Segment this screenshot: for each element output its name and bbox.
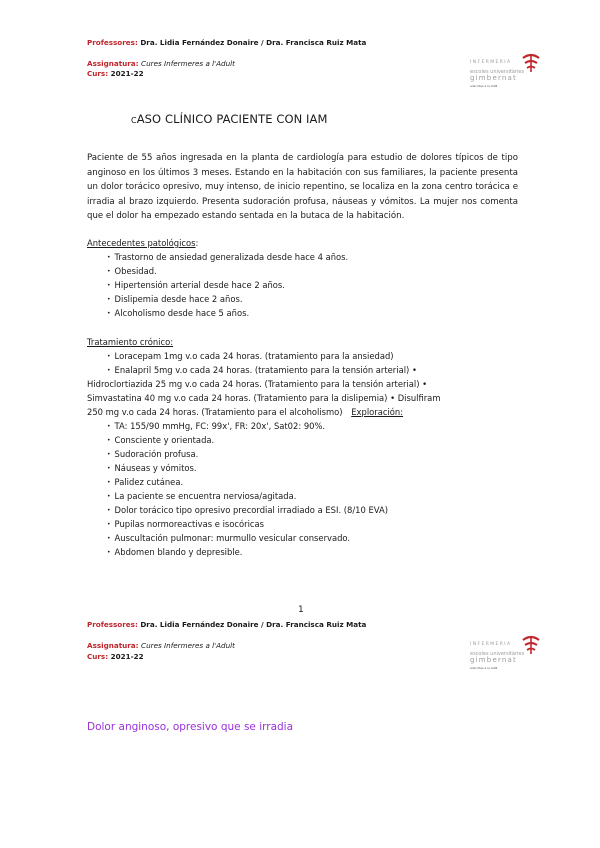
page-number: 1 — [298, 605, 304, 615]
antecedentes-title: Antecedentes patológicos — [87, 238, 196, 248]
header-professors — [87, 38, 366, 47]
treatment-line: Simvastatina 40 mg v.o cada 24 horas. (Tratamiento para la dislipemia) • Disulfiram — [87, 393, 441, 403]
professors-label: Professores: — [87, 620, 138, 629]
course-value: 2021-22 — [110, 652, 144, 661]
list-item: • TA: 155/90 mmHg, FC: 99x', FR: 20x', Sat02: 90%. — [107, 419, 325, 435]
list-item: • Palidez cutánea. — [107, 475, 183, 491]
treatment-line: • Enalapril 5mg v.o cada 24 horas. (tratamiento para la tensión arterial) • — [107, 363, 417, 379]
treatment-line-last — [87, 405, 403, 420]
logo-school: escoles universitàries — [470, 651, 525, 657]
annotation-note: Dolor anginoso, opresivo que se irradia — [87, 721, 294, 733]
header-course — [87, 652, 144, 661]
logo-tagline: adscrites a la UAB — [470, 84, 498, 88]
header-course — [87, 69, 144, 78]
list-item: • Trastorno de ansiedad generalizada desde hace 4 años. — [107, 250, 348, 266]
list-item: • Sudoración profusa. — [107, 447, 198, 463]
header-subject — [87, 59, 235, 68]
tratamiento-heading: Tratamiento crónico: — [87, 337, 174, 347]
subject-value: Cures Infermeres a l'Adult — [141, 641, 235, 650]
subject-label: Assignatura: — [87, 641, 139, 650]
course-label: Curs: — [87, 69, 109, 78]
page-title — [131, 112, 328, 126]
logo-faculty: INFERMERIA — [470, 642, 512, 647]
list-item: • Obesidad. — [107, 264, 157, 280]
case-intro: Paciente de 55 años ingresada en la planta de cardiología para estudio de dolores típicos de tipo anginoso en los últimos 3 meses. Estando en la habitación con sus familiares, la paciente presenta un dolor torácico opresivo, muy intenso, de inicio repentino, se localiza en la zona centro torácica e irradia al brazo izquierdo. Presenta sudoración profusa, náuseas y vómitos. La mujer nos comenta que el dolor ha empezado estando sentada en la butaca de la habitación. — [87, 153, 518, 222]
course-value: 2021-22 — [110, 69, 144, 78]
list-item: • La paciente se encuentra nerviosa/agitada. — [107, 489, 296, 505]
list-item: • Náuseas y vómitos. — [107, 461, 197, 477]
list-item: • Hipertensión arterial desde hace 2 años. — [107, 278, 285, 294]
professors-value: Dra. Lidia Fernández Donaire / Dra. Francisca Ruiz Mata — [140, 620, 367, 629]
title-rest: ASO CLÍNICO PACIENTE CON IAM — [136, 112, 328, 126]
treatment-line: • Loracepam 1mg v.o cada 24 horas. (tratamiento para la ansiedad) — [107, 349, 394, 365]
logo-faculty: INFERMERIA — [470, 60, 512, 65]
logo-tagline: adscrites a la UAB — [470, 666, 498, 670]
professors-value: Dra. Lidia Fernández Donaire / Dra. Francisca Ruiz Mata — [140, 38, 367, 47]
treatment-line: Hidroclortiazida 25 mg v.o cada 24 horas. (Tratamiento para la tensión arterial) • — [87, 379, 428, 389]
logo-brand: gimbernat — [470, 656, 517, 664]
logo-brand: gimbernat — [470, 74, 517, 82]
header-subject — [87, 641, 235, 650]
subject-label: Assignatura: — [87, 59, 139, 68]
list-item: • Auscultación pulmonar: murmullo vesicular conservado. — [107, 531, 350, 547]
title-initial: C — [131, 116, 137, 125]
list-item: • Dolor torácico tipo opresivo precordial irradiado a ESI. (8/10 EVA) — [107, 503, 388, 519]
course-label: Curs: — [87, 652, 109, 661]
list-item: • Abdomen blando y depresible. — [107, 545, 242, 561]
logo-school: escoles universitàries — [470, 69, 525, 75]
list-item: • Consciente y orientada. — [107, 433, 214, 449]
treatment-line: 250 mg v.o cada 24 horas. (Tratamiento para el alcoholismo) — [87, 407, 343, 417]
gimbernat-logo — [470, 52, 545, 92]
gimbernat-logo — [470, 634, 545, 674]
list-item: • Dislipemia desde hace 2 años. — [107, 292, 243, 308]
antecedentes-colon: : — [195, 238, 199, 248]
header-professors — [87, 620, 366, 629]
subject-value: Cures Infermeres a l'Adult — [141, 59, 235, 68]
list-item: • Alcoholismo desde hace 5 años. — [107, 306, 249, 322]
professors-label: Professores: — [87, 38, 138, 47]
list-item: • Pupilas normoreactivas e isocóricas — [107, 517, 264, 533]
exploracion-heading: Exploración: — [351, 407, 404, 417]
antecedentes-heading — [87, 236, 198, 251]
